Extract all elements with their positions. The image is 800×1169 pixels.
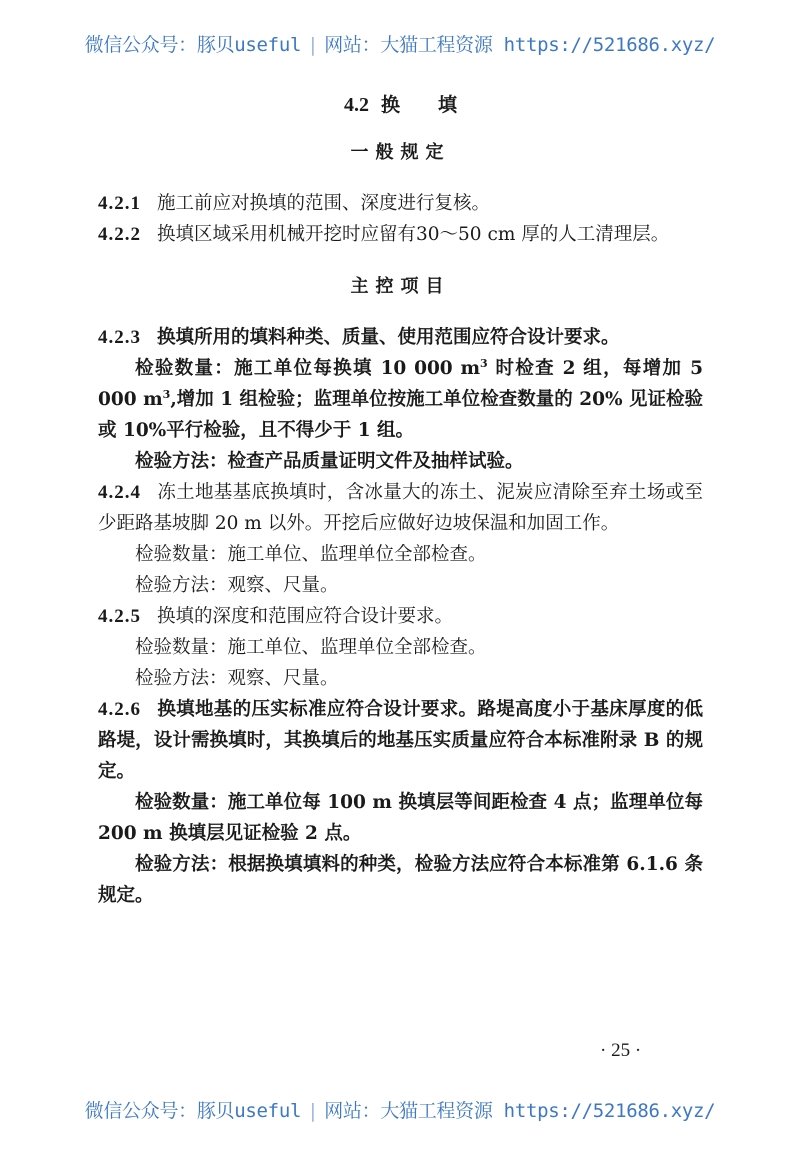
section-number: 4.2 [343,94,369,116]
clause-number: 4.2.2 [98,224,141,245]
inspection-quantity: 检验数量：施工单位每换填 10 000 $m^3$ 时检查 2 组，每增加 5 000 $m^3$,增加 1 组检验；监理单位按施工单位检查数量的 20% 见证检验或 10%平行检验，且不得少于 1 组。 [98,356,704,441]
watermark-wechat: 微信公众号：豚贝useful [84,34,302,56]
clause-number: 4.2.4 [98,482,141,503]
document-page [98,86,703,911]
clause-text: 换填区域采用机械开挖时应留有30～50 cm 厚的人工清理层。 [157,224,670,245]
clause-4-2-5 [98,601,703,694]
inspection-method: 检验方法：观察、尺量。 [135,668,339,689]
inspection-method: 检验方法：根据换填填料的种类，检验方法应符合本标准第 6.1.6 条规定。 [98,854,703,906]
clause-text: 冻土地基基底换填时，含冰量大的冻土、泥炭应清除至弃土场或至少距路基坡脚 20 m 以外。开挖后应做好边坡保温和加固工作。 [98,482,703,534]
subsection-heading-general: 一般规定 [350,142,451,163]
clause-text: 换填地基的压实标准应符合设计要求。路堤高度小于基床厚度的低路堤，设计需换填时，其换填后的地基压实质量应符合本标准附录 B 的规定。 [98,699,703,782]
clause-number: 4.2.5 [98,606,141,627]
section-title-char: 填 [438,94,458,116]
page-number: · 25 · [600,1040,642,1061]
inspection-quantity: 检验数量：施工单位、监理单位全部检查。 [135,544,487,565]
general-clauses [98,188,703,250]
clause-4-2-2 [98,219,703,250]
section-title-char: 换 [380,94,400,116]
watermark-top [0,30,800,57]
inspection-method: 检验方法：检查产品质量证明文件及抽样试验。 [135,451,524,472]
main-control-clauses [98,322,703,911]
clause-4-2-4 [98,477,703,601]
clause-4-2-3 [98,322,703,477]
watermark-separator: | [307,34,319,56]
inspection-method: 检验方法：观察、尺量。 [135,575,339,596]
subsection-heading-main-control: 主控项目 [350,276,451,297]
section-title [98,90,703,124]
inspection-quantity: 检验数量：施工单位、监理单位全部检查。 [135,637,487,658]
clause-4-2-6 [98,694,703,911]
watermark-site: 网站：大猫工程资源 https://521686.xyz/ [324,1100,716,1122]
clause-number: 4.2.1 [98,193,141,214]
clause-4-2-1 [98,188,703,219]
inspection-quantity: 检验数量：施工单位每 100 m 换填层等间距检查 4 点；监理单位每 200 m 换填层见证检验 2 点。 [98,792,703,844]
watermark-bottom [0,1096,800,1123]
clause-text: 施工前应对换填的范围、深度进行复核。 [157,193,491,214]
clause-number: 4.2.3 [98,327,141,348]
watermark-wechat: 微信公众号：豚贝useful [84,1100,302,1122]
clause-text: 换填所用的填料种类、质量、使用范围应符合设计要求。 [157,327,620,348]
watermark-separator: | [307,1100,319,1122]
clause-number: 4.2.6 [98,699,141,720]
watermark-site: 网站：大猫工程资源 https://521686.xyz/ [324,34,716,56]
clause-text: 换填的深度和范围应符合设计要求。 [157,606,454,627]
